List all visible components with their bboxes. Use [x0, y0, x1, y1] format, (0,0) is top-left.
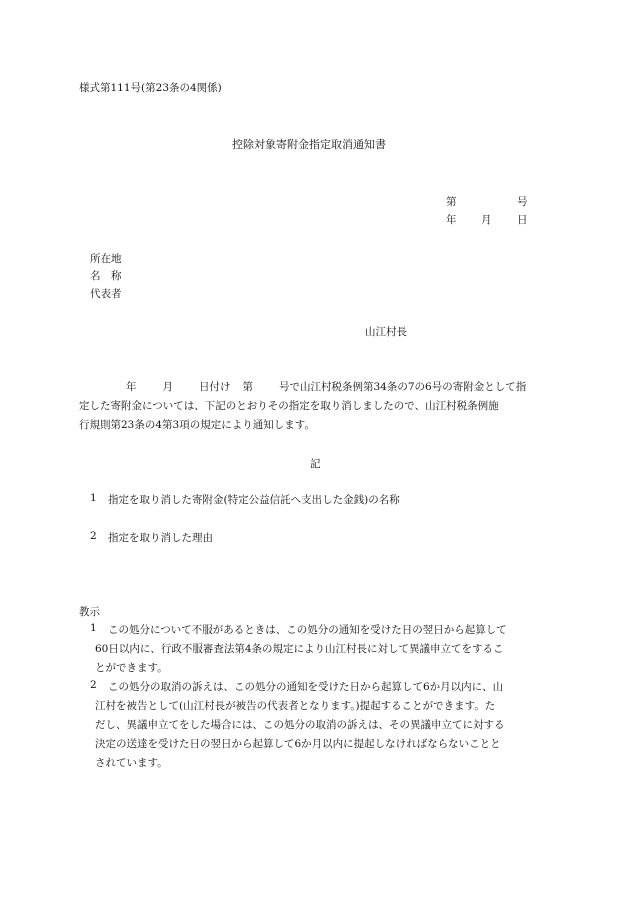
body-year: 年 [126, 381, 137, 393]
body-line-1 [126, 379, 526, 394]
item-2-number: 2 [90, 530, 97, 542]
notice-1-line-2: 60日以内に、行政不服審査法第4条の規定により山江村長に対して異議申立てをするこ [95, 643, 504, 655]
notice-1-line-3: とができます。 [95, 662, 168, 674]
item-1-text: 指定を取り消した寄附金(特定公益信託へ支出した金銭)の名称 [108, 494, 400, 506]
ki-heading: 記 [310, 458, 321, 470]
notice-2-number: 2 [90, 679, 97, 691]
document-title: 控除対象寄附金指定取消通知書 [232, 138, 386, 151]
item-1-number: 1 [90, 492, 97, 504]
body-line-2: 定した寄附金については、下記のとおりその指定を取り消しましたので、山江村税条例施 [79, 400, 499, 412]
notice-2-line-1: この処分の取消の訴えは、この処分の通知を受けた日から起算して6か月以内に、山 [108, 681, 504, 693]
body-line-3: 行規則第23条の4第3項の規定により通知します。 [79, 419, 315, 431]
body-dated: 日付け [199, 381, 231, 393]
body-month: 月 [162, 381, 173, 393]
body-number-prefix: 第 [242, 381, 253, 393]
notice-2-line-5: されています。 [95, 757, 168, 769]
notice-1-line-1: この処分について不服があるときは、この処分の通知を受けた日の翌日から起算して [108, 624, 507, 636]
body-line-1-rest: 号で山江村税条例第34条の7の6号の寄附金として指 [279, 381, 527, 393]
notice-2-line-4: 決定の送達を受けた日の翌日から起算して6か月以内に提起しなければならないことと [95, 738, 501, 750]
representative-label: 代表者 [90, 288, 122, 300]
doc-number-prefix: 第 [446, 196, 457, 208]
notice-1-number: 1 [90, 622, 97, 634]
issuer-name: 山江村長 [365, 326, 407, 338]
notice-2-line-3: だし、異議申立てをした場合には、この処分の取消の訴えは、その異議申立てに対する [95, 719, 505, 731]
doc-number-suffix: 号 [517, 196, 528, 208]
name-label: 名 称 [90, 270, 122, 282]
item-2-text: 指定を取り消した理由 [108, 532, 213, 544]
date-day: 日 [517, 214, 528, 226]
date-month: 月 [481, 214, 492, 226]
notice-2-line-2: 江村を被告として(山江村長が被告の代表者となります。)提起することができます。た [95, 700, 496, 712]
notice-heading: 教示 [79, 606, 100, 618]
form-label: 様式第111号(第23条の4関係) [79, 82, 222, 94]
address-label: 所在地 [90, 253, 122, 265]
date-year: 年 [446, 214, 457, 226]
